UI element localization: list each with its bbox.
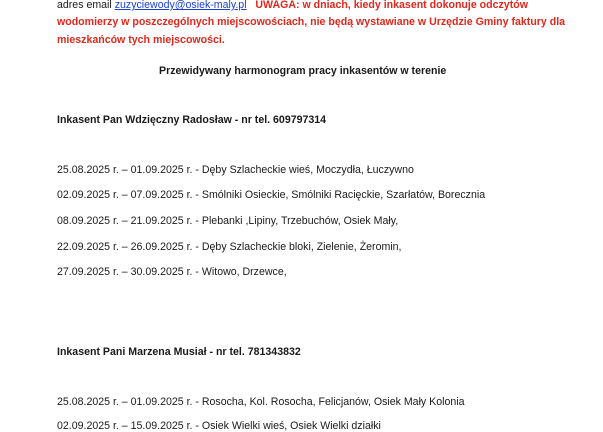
collector-2-header: Inkasent Pani Marzena Musiał - nr tel. 781343832: [57, 346, 301, 358]
schedule-entry: 02.09.2025 r. – 07.09.2025 r. - Smólniki Osieckie, Smólniki Racięckie, Szarłatów, Borecznia: [57, 189, 486, 201]
email-line: [57, 0, 528, 11]
schedule-title: Przewidywany harmonogram pracy inkasentów w terenie: [159, 65, 447, 77]
warning-line-1: UWAGA: w dniach, kiedy inkasent dokonuje odczytów: [255, 0, 528, 11]
warning-line-2: wodomierzy w poszczególnych miejscowościach, nie będą wystawiane w Urzędzie Gminy faktury dla: [57, 16, 566, 28]
warning-line-3: mieszkańców tych miejscowości.: [57, 34, 225, 46]
email-prefix: adres email: [57, 0, 112, 11]
schedule-entry: 27.09.2025 r. – 30.09.2025 r. - Witowo, Drzewce,: [57, 266, 287, 278]
schedule-entry: 22.09.2025 r. – 26.09.2025 r. - Dęby Szlacheckie bloki, Zielenie, Żeromin,: [57, 241, 402, 253]
email-link[interactable]: zuzyciewody@osiek-maly.pl: [114, 0, 247, 11]
collector-1-header: Inkasent Pan Wdzięczny Radosław - nr tel. 609797314: [57, 114, 327, 126]
schedule-entry: 25.08.2025 r. – 01.09.2025 r. - Rosocha, Kol. Rosocha, Felicjanów, Osiek Mały Kolonia: [57, 396, 465, 408]
schedule-entry: 02.09.2025 r. – 15.09.2025 r. - Osiek Wielki wieś, Osiek Wielki działki: [57, 420, 381, 432]
schedule-entry: 25.08.2025 r. – 01.09.2025 r. - Dęby Szlacheckie wieś, Moczydła, Łuczywno: [57, 164, 414, 176]
schedule-entry: 08.09.2025 r. – 21.09.2025 r. - Plebanki ,Lipiny, Trzebuchów, Osiek Mały,: [57, 215, 399, 227]
